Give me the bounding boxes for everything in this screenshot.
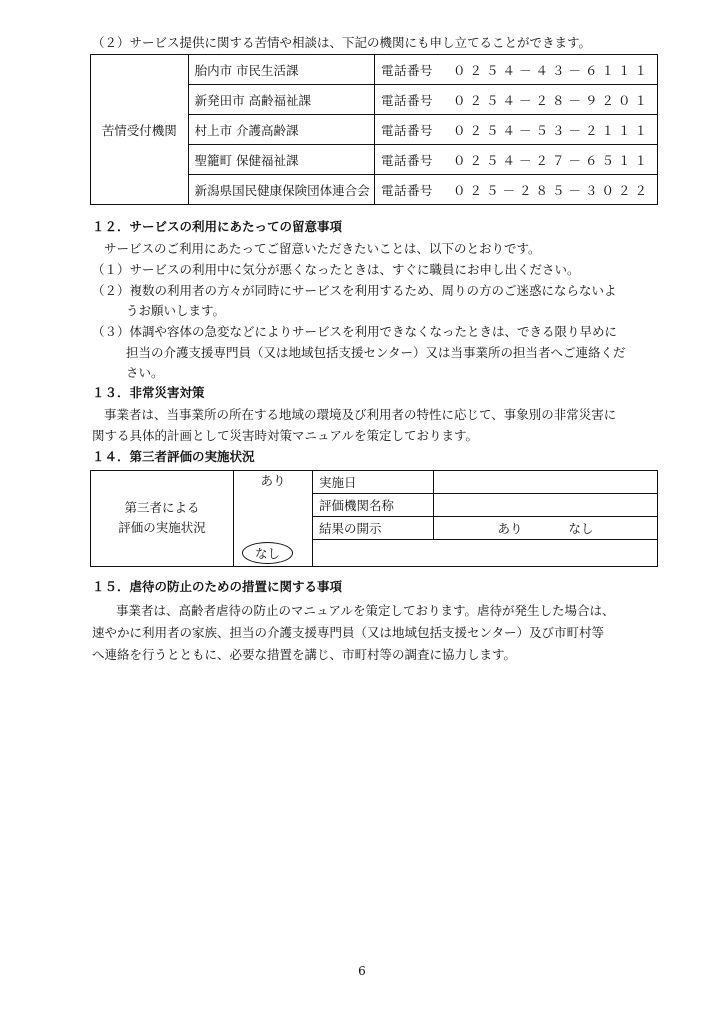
section15-line: 速やかに利用者の家族、担当の介護支援専門員（又は地域包括支援センター）及び市町村等 bbox=[92, 625, 605, 640]
complaints-intro: （２）サービス提供に関する苦情や相談は、下記の機関にも申し立てることができます。 bbox=[92, 35, 592, 50]
agency-phone-cell bbox=[374, 55, 657, 85]
agency-phone-cell bbox=[374, 85, 657, 115]
phone-number: ０２５４－２８－９２０１ bbox=[452, 92, 651, 108]
complaints-table bbox=[90, 54, 658, 205]
section13-line: 関する具体的計画として災害時対策マニュアルを策定しております。 bbox=[92, 428, 479, 443]
agency-phone-cell bbox=[374, 175, 657, 205]
evaluation-label-line1: 第三者による bbox=[124, 500, 200, 516]
field-value bbox=[434, 471, 658, 494]
option-no-cell bbox=[234, 540, 313, 567]
agency-name: 聖籠町 保健福祉課 bbox=[188, 145, 374, 175]
table-row bbox=[91, 471, 658, 494]
phone-label: 電話番号 bbox=[380, 182, 433, 198]
phone-label: 電話番号 bbox=[380, 92, 433, 108]
complaints-table-label: 苦情受付機関 bbox=[91, 55, 189, 205]
evaluation-label-line2: 評価の実施状況 bbox=[118, 520, 206, 536]
phone-number: ０２５４－５３－２１１１ bbox=[452, 122, 651, 138]
agency-phone-cell bbox=[374, 145, 657, 175]
section15-line: 事業者は、高齢者虐待の防止のマニュアルを策定しております。虐待が発生した場合は、 bbox=[116, 603, 615, 618]
section13-heading: １３．非常災害対策 bbox=[92, 385, 205, 400]
evaluation-table bbox=[90, 470, 658, 567]
section12-line: 担当の介護支援専門員（又は地域包括支援センター）又は当事業所の担当者へご連絡くだ bbox=[126, 345, 626, 360]
section13-line: 事業者は、当事業所の所在する地域の環境及び利用者の特性に応じて、事象別の非常災害に bbox=[104, 407, 617, 422]
evaluation-label bbox=[91, 471, 234, 567]
section12-line: うお願いします。 bbox=[126, 303, 226, 318]
disclosure-no: なし bbox=[568, 521, 594, 536]
page-number: 6 bbox=[358, 964, 366, 978]
section12-line: サービスのご利用にあたってご留意いただきたいことは、以下のとおりです。 bbox=[104, 241, 541, 256]
table-row bbox=[91, 55, 658, 85]
section15-line: へ連絡を行うとともに、必要な措置を講じ、市町村等の調査に協力します。 bbox=[92, 647, 517, 662]
phone-number: ０２５－２８５－３０２２ bbox=[452, 182, 651, 198]
section12-line: （１）サービスの利用中に気分が悪くなったときは、すぐに職員にお申し出ください。 bbox=[92, 262, 580, 277]
agency-name: 新発田市 高齢福祉課 bbox=[188, 85, 374, 115]
field-label: 実施日 bbox=[313, 471, 434, 494]
section12-heading: １２．サービスの利用にあたっての留意事項 bbox=[92, 219, 343, 234]
phone-label: 電話番号 bbox=[380, 152, 433, 168]
field-value bbox=[434, 494, 658, 517]
section15-heading: １５．虐待の防止のための措置に関する事項 bbox=[92, 579, 343, 594]
agency-name: 胎内市 市民生活課 bbox=[188, 55, 374, 85]
empty-cell bbox=[313, 540, 658, 567]
selected-option-circle: なし bbox=[242, 542, 293, 564]
section12-line: （２）複数の利用者の方々が同時にサービスを利用するため、周りの方のご迷惑にならないよ bbox=[92, 283, 617, 298]
section14-heading: １４．第三者評価の実施状況 bbox=[92, 449, 255, 464]
section12-line: （３）体調や容体の急変などによりサービスを利用できなくなったときは、できる限り早めに bbox=[92, 324, 618, 339]
field-label: 結果の開示 bbox=[313, 517, 434, 540]
disclosure-yes: あり bbox=[497, 521, 523, 536]
disclosure-cell bbox=[434, 517, 658, 540]
phone-number: ０２５４－４３－６１１１ bbox=[452, 62, 651, 78]
agency-name: 新潟県国民健康保険団体連合会 bbox=[188, 175, 374, 205]
section12-line: さい。 bbox=[126, 365, 164, 380]
phone-label: 電話番号 bbox=[380, 62, 433, 78]
phone-label: 電話番号 bbox=[380, 122, 433, 138]
agency-name: 村上市 介護高齢課 bbox=[188, 115, 374, 145]
field-label: 評価機関名称 bbox=[313, 494, 434, 517]
phone-number: ０２５４－２７－６５１１ bbox=[452, 152, 651, 168]
agency-phone-cell bbox=[374, 115, 657, 145]
option-yes: あり bbox=[234, 471, 313, 540]
